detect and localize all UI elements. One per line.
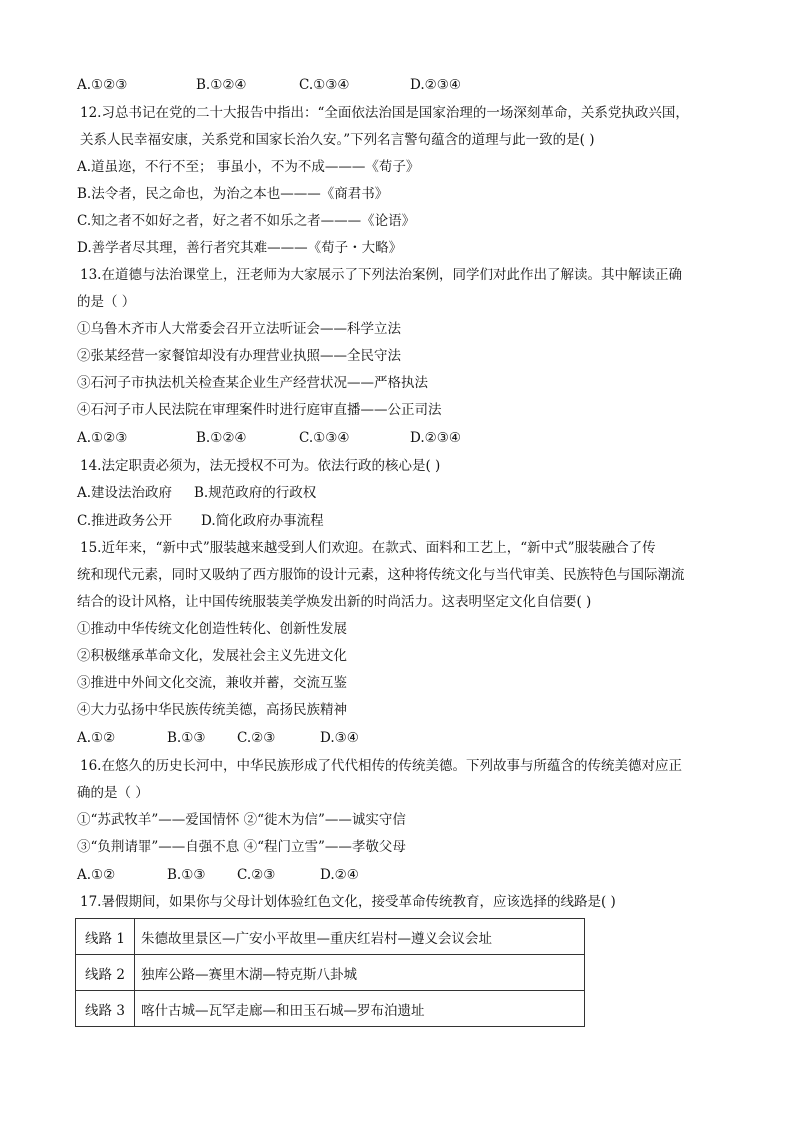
q13-item-3: ③石河子市执法机关检查某企业生产经营状况——严格执法 — [77, 375, 428, 391]
option-b: B.①②④ — [196, 430, 247, 446]
option-d: D.②③④ — [410, 430, 461, 446]
q12-stem-line-1: 12.习总书记在党的二十大报告中指出：“全面依法治国是国家治理的一场深刻革命，关系党执政兴国， — [80, 105, 689, 121]
route-table — [75, 918, 585, 1027]
route-stops: 独库公路—赛里木湖—特克斯八卦城 — [135, 955, 585, 991]
q12-choice-d: D.善学者尽其理，善行者究其难———《荀子・大略》 — [77, 240, 403, 256]
route-name: 线路 1 — [76, 919, 135, 955]
q14-stem: 14.法定职责必须为，法无授权不可为。依法行政的核心是( ) — [80, 458, 441, 474]
option-d: D.②④ — [320, 867, 359, 883]
q15-stem-line-2: 统和现代元素，同时又吸纳了西方服饰的设计元素，这种将传统文化与当代审美、民族特色与国际潮流 — [77, 567, 685, 583]
q17-stem: 17.暑假期间，如果你与父母计划体验红色文化，接受革命传统教育，应该选择的线路是( ) — [80, 894, 616, 910]
q12-stem-line-2: 关系人民幸福安康，关系党和国家长治久安。”下列名言警句蕴含的道理与此一致的是( ) — [80, 132, 595, 148]
option-d: D.③④ — [320, 730, 359, 746]
route-name: 线路 3 — [76, 991, 135, 1027]
q16-item-row-1: ①“苏武牧羊”——爱国情怀 ②“徙木为信”——诚实守信 — [77, 812, 406, 828]
route-name: 线路 2 — [76, 955, 135, 991]
option-a: A.建设法治政府 — [77, 485, 173, 501]
option-b: B.①③ — [167, 730, 206, 746]
q13-stem-line-2: 的是（ ） — [77, 294, 136, 310]
q15-item-4: ④大力弘扬中华民族传统美德，高扬民族精神 — [77, 702, 347, 718]
route-stops: 朱德故里景区—广安小平故里—重庆红岩村—遵义会议会址 — [135, 919, 585, 955]
option-c: C.②③ — [237, 867, 276, 883]
q13-item-2: ②张某经营一家餐馆却没有办理营业执照——全民守法 — [77, 348, 401, 364]
q16-stem-line-2: 确的是（ ） — [77, 785, 149, 801]
option-d: D.简化政府办事流程 — [201, 513, 324, 529]
option-a: A.①②③ — [77, 77, 128, 93]
q15-stem-line-1: 15.近年来，“新中式”服装越来越受到人们欢迎。在款式、面料和工艺上，“新中式”服装融合了传 — [80, 540, 656, 556]
q12-choice-c: C.知之者不如好之者，好之者不如乐之者———《论语》 — [77, 213, 416, 229]
q12-choice-a: A.道虽迩，不行不至； 事虽小，不为不成———《荀子》 — [77, 159, 420, 175]
option-a: A.①②③ — [77, 430, 128, 446]
q16-stem-line-1: 16.在悠久的历史长河中，中华民族形成了代代相传的传统美德。下列故事与所蕴含的传统美德对应正 — [80, 758, 682, 774]
option-b: B.①③ — [167, 867, 206, 883]
option-b: B.①②④ — [196, 77, 247, 93]
table-row — [76, 919, 585, 955]
q15-item-3: ③推进中外间文化交流，兼收并蓄，交流互鉴 — [77, 675, 347, 691]
option-c: C.推进政务公开 — [77, 513, 173, 529]
option-a: A.①② — [77, 867, 116, 883]
q12-choice-b: B.法令者，民之命也，为治之本也———《商君书》 — [77, 186, 389, 202]
option-c: C.①③④ — [299, 77, 350, 93]
option-a: A.①② — [77, 730, 116, 746]
q13-item-1: ①乌鲁木齐市人大常委会召开立法听证会——科学立法 — [77, 321, 401, 337]
q16-item-row-2: ③“负荆请罪”——自强不息 ④“程门立雪”——孝敬父母 — [77, 839, 406, 855]
option-d: D.②③④ — [410, 77, 461, 93]
q15-item-2: ②积极继承革命文化，发展社会主义先进文化 — [77, 648, 347, 664]
option-b: B.规范政府的行政权 — [194, 485, 317, 501]
route-stops: 喀什古城—瓦罕走廊—和田玉石城—罗布泊遗址 — [135, 991, 585, 1027]
q15-stem-line-3: 结合的设计风格，让中国传统服装美学焕发出新的时尚活力。这表明坚定文化自信要( ) — [77, 594, 592, 610]
q13-stem-line-1: 13.在道德与法治课堂上，汪老师为大家展示了下列法治案例，同学们对此作出了解读。其中解读正确 — [80, 267, 682, 283]
table-row — [76, 991, 585, 1027]
q15-item-1: ①推动中华传统文化创造性转化、创新性发展 — [77, 621, 347, 637]
option-c: C.②③ — [237, 730, 276, 746]
q13-item-4: ④石河子市人民法院在审理案件时进行庭审直播——公正司法 — [77, 402, 442, 418]
option-c: C.①③④ — [299, 430, 350, 446]
table-row — [76, 955, 585, 991]
